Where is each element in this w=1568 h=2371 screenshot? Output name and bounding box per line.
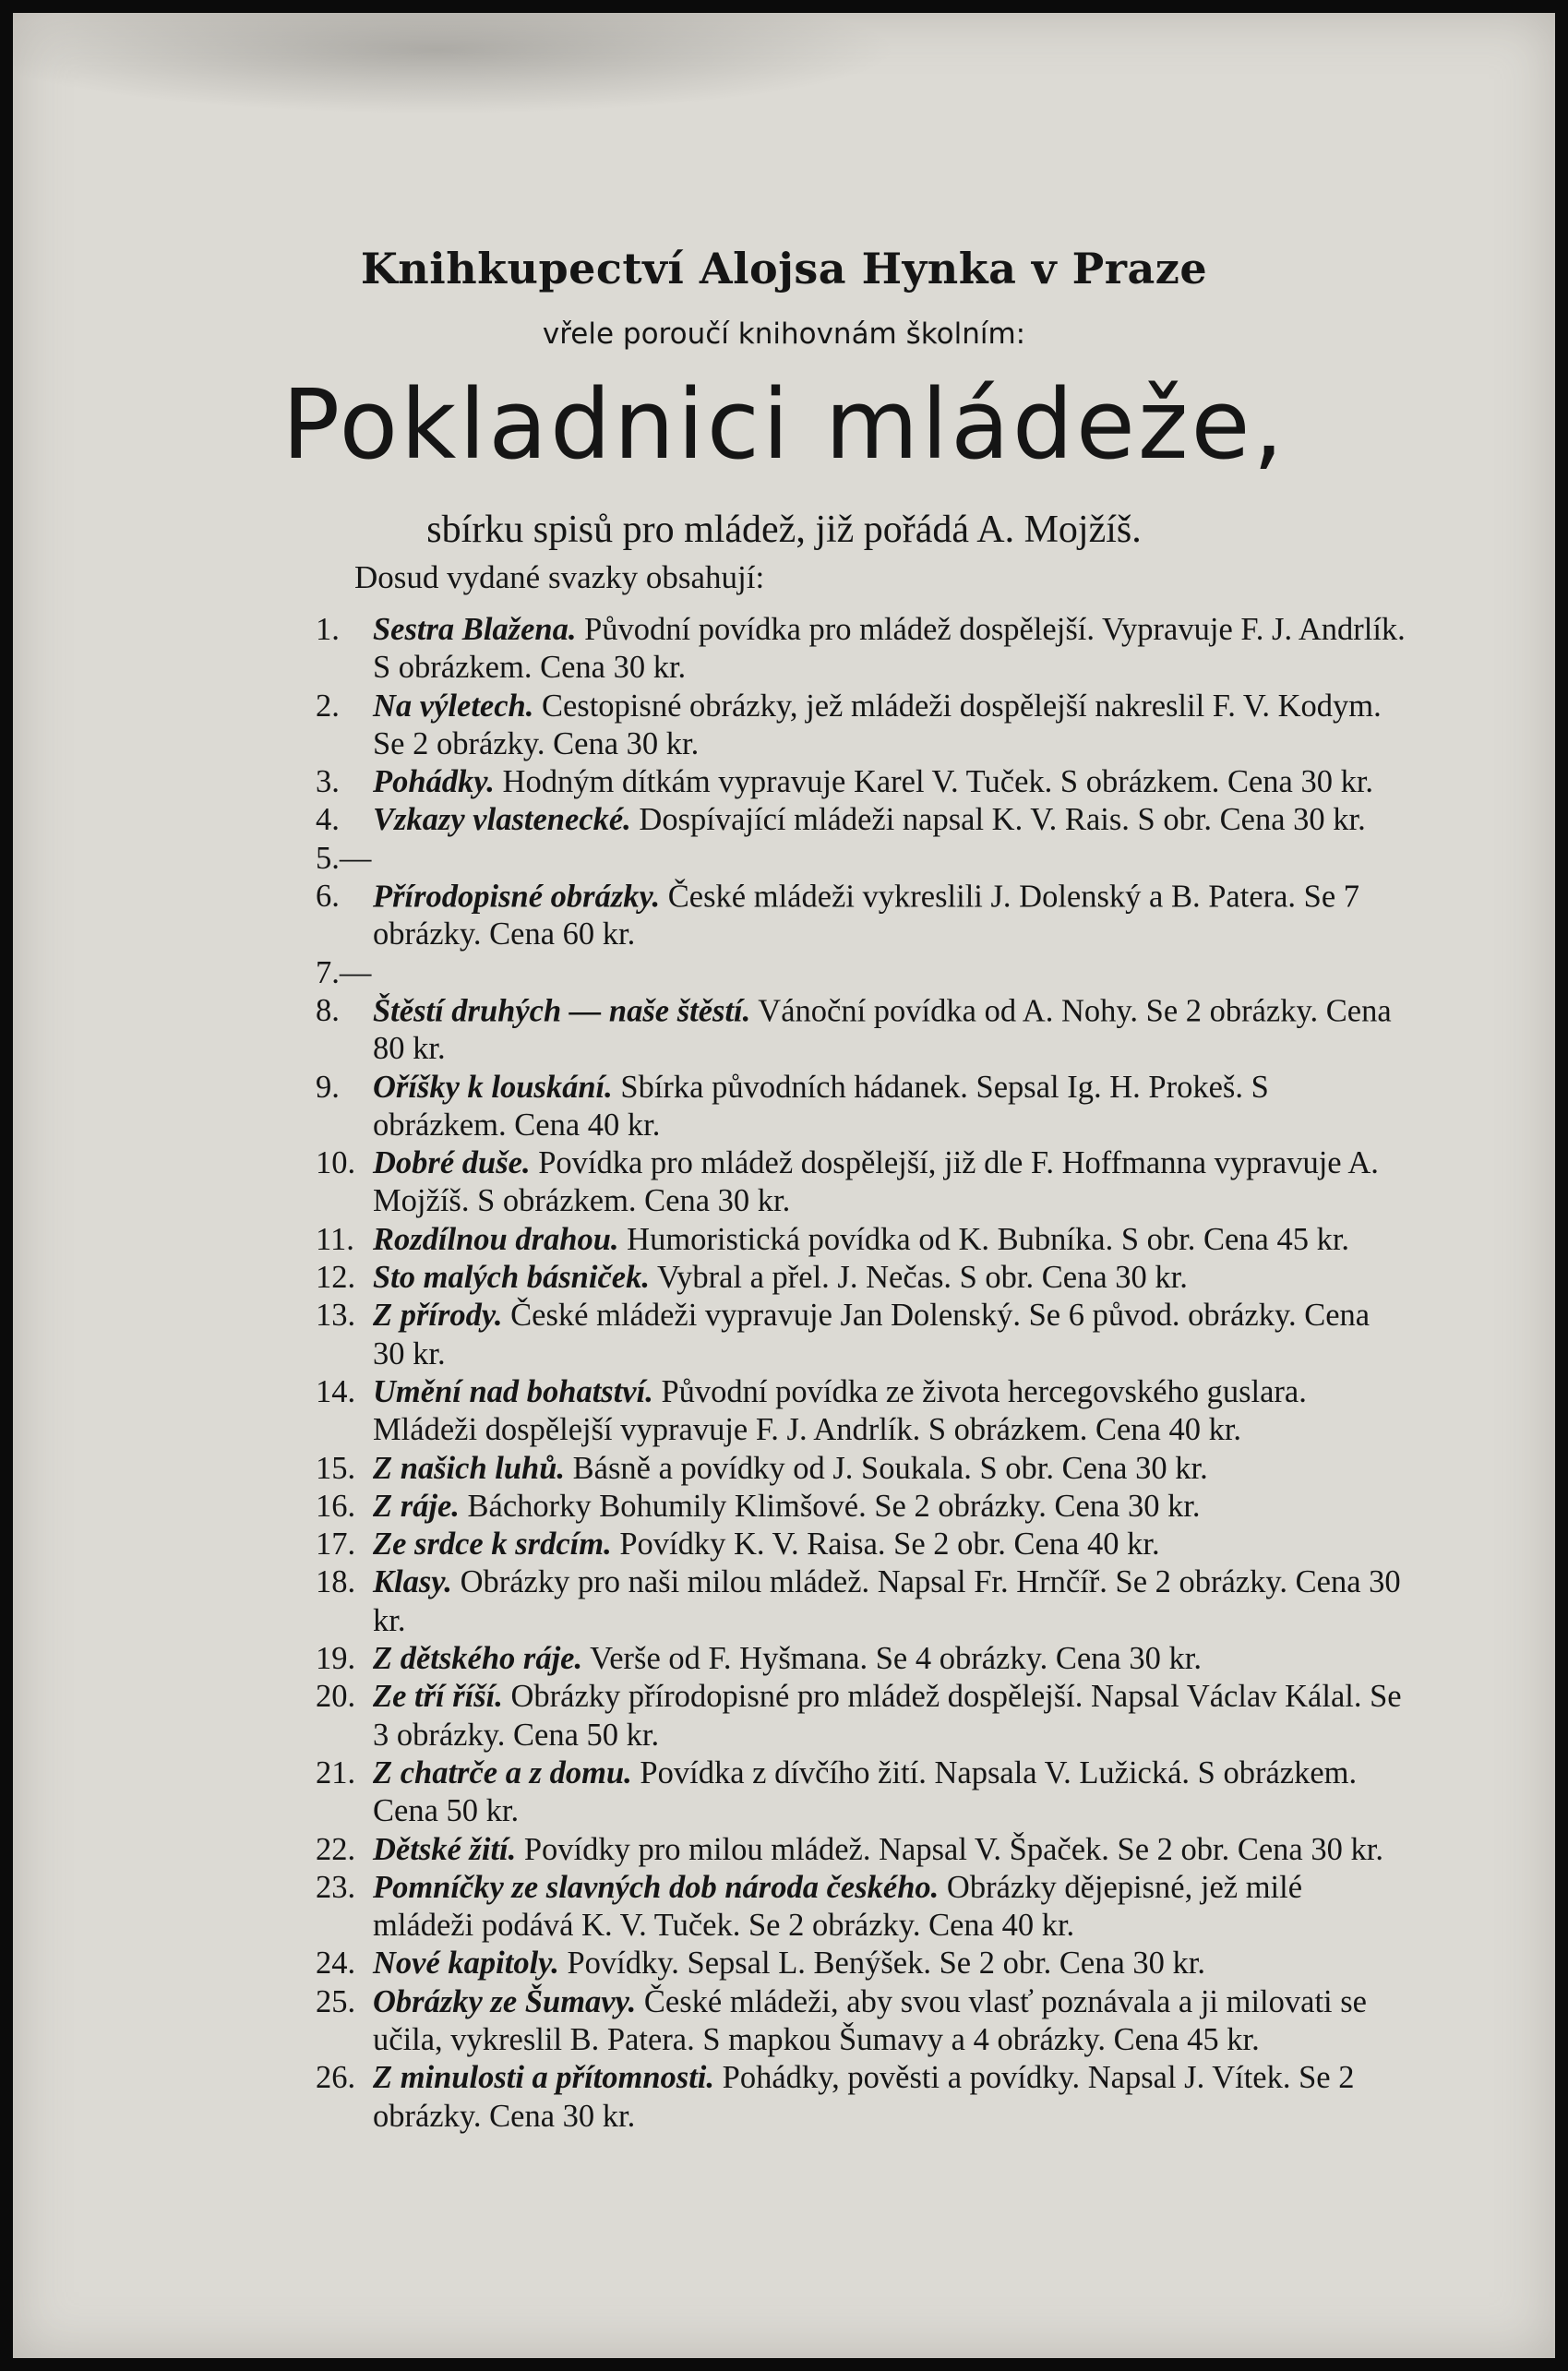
series-title: Pokladnici mládeže, <box>281 368 1287 481</box>
publisher-heading: Knihkupectví Alojsa Hynka v Praze <box>360 244 1208 293</box>
volume-entry <box>253 1945 1406 1982</box>
header <box>13 244 1555 552</box>
volume-title: Obrázky ze Šumavy. <box>373 1983 637 2019</box>
volume-entry <box>253 1144 1406 1221</box>
volume-description: Povídky. Sepsal L. Benýšek. Se 2 obr. Cena 30 kr. <box>567 1946 1206 1982</box>
volume-number: 23. <box>316 1869 356 1905</box>
volume-title: Pohádky. <box>373 764 495 800</box>
volume-description: Vánoční povídka od A. Nohy. Se 2 obrázky. Cena 80 kr. <box>373 992 1392 1067</box>
volume-number: 10. <box>316 1145 356 1181</box>
volume-number: 9. <box>316 1069 340 1105</box>
volume-number: 11. <box>316 1221 354 1257</box>
volume-title: Z chatrče a z domu. <box>373 1754 632 1790</box>
volume-description: Dospívající mládeži napsal K. V. Rais. S obr. Cena 30 kr. <box>639 802 1366 838</box>
volume-description: Obrázky pro naši milou mládež. Napsal Fr. Hrnčíř. Se 2 obrázky. Cena 30 kr. <box>373 1564 1401 1638</box>
volume-title: Nové kapitoly. <box>373 1946 559 1982</box>
volume-description: České mládeži, aby svou vlasť poznávala a ji milovati se učila, vykreslil B. Patera. S mapkou Šumavy a 4 obrázky. Cena 45 kr. <box>373 1983 1367 2057</box>
paper-smudge <box>13 13 899 114</box>
volume-title: Klasy. <box>373 1564 452 1600</box>
volume-number: 14. <box>316 1373 356 1409</box>
volume-title: Ze srdce k srdcím. <box>373 1527 612 1563</box>
volume-entry <box>253 840 1406 954</box>
volume-title: Z minulosti a přítomnosti. <box>373 2060 715 2096</box>
volume-title: Na výletech. <box>373 688 534 724</box>
volume-title: Oříšky k louskání. <box>373 1069 613 1105</box>
volume-description: Obrázky přírodopisné pro mládež dospělejší. Napsal Václav Kálal. Se 3 obrázky. Cena 50 kr. <box>373 1679 1402 1753</box>
volume-title: Sestra Blažena. <box>373 612 577 647</box>
volume-description: Humoristická povídka od K. Bubníka. S obr. Cena 45 kr. <box>627 1221 1350 1257</box>
volumes-heading: Dosud vydané svazky obsahují: <box>354 559 765 595</box>
volume-title: Z dětského ráje. <box>373 1641 583 1677</box>
volume-entry <box>253 1831 1406 1869</box>
volume-number: 25. <box>316 1983 356 2019</box>
volume-description: Hodným dítkám vypravuje Karel V. Tuček. S obrázkem. Cena 30 kr. <box>502 764 1374 800</box>
volume-number: 21. <box>316 1754 356 1790</box>
volume-entry <box>253 1869 1406 1946</box>
volume-title: Dětské žití. <box>373 1831 517 1867</box>
volume-number: 16. <box>316 1488 356 1524</box>
volume-title: Přírodopisné obrázky. <box>373 879 661 915</box>
volume-number: 19. <box>316 1641 356 1677</box>
volume-description: České mládeži vypravuje Jan Dolenský. Se 6 původ. obrázky. Cena 30 kr. <box>373 1298 1371 1371</box>
volume-title: Sto malých básniček. <box>373 1260 650 1296</box>
volume-entry <box>253 1450 1406 1488</box>
volume-entry <box>253 1373 1406 1450</box>
volume-entry <box>253 763 1406 801</box>
volume-description: Cestopisné obrázky, jež mládeži dospělejší nakreslil F. V. Kodym. Se 2 obrázky. Cena 30 kr. <box>373 688 1382 761</box>
volume-entry <box>253 611 1406 688</box>
volume-entry <box>253 801 1406 839</box>
volume-entry <box>253 1754 1406 1831</box>
volume-description: Básně a povídky od J. Soukala. S obr. Cena 30 kr. <box>572 1450 1208 1486</box>
volume-title: Ze tří říší. <box>373 1679 503 1715</box>
volume-description: Verše od F. Hyšmana. Se 4 obrázky. Cena 30 kr. <box>590 1641 1202 1677</box>
volume-description: Povídky pro milou mládež. Napsal V. Špaček. Se 2 obr. Cena 30 kr. <box>523 1831 1383 1867</box>
recommend-line: vřele poroučí knihovnám školním: <box>542 317 1026 351</box>
volume-title: Z přírody. <box>373 1298 503 1334</box>
volume-number: 18. <box>316 1564 356 1600</box>
volume-entry <box>253 1259 1406 1297</box>
volume-number: 1. <box>316 612 340 647</box>
volume-title: Z našich luhů. <box>373 1450 566 1486</box>
volume-list <box>253 611 1406 2136</box>
volume-entry <box>253 1488 1406 1526</box>
volume-number: 26. <box>316 2060 356 2096</box>
volume-description: Obrázky dějepisné, jež milé mládeži podává K. V. Tuček. Se 2 obrázky. Cena 40 kr. <box>373 1869 1303 1944</box>
volume-title: Z ráje. <box>373 1488 460 1524</box>
volume-entry <box>253 1297 1406 1373</box>
volume-entry <box>253 688 1406 764</box>
volume-entry <box>253 1983 1406 2060</box>
volume-number: 5.—6. <box>316 840 372 915</box>
volume-description: Vybral a přel. J. Nečas. S obr. Cena 30 kr. <box>656 1260 1188 1296</box>
volume-title: Vzkazy vlastenecké. <box>373 802 631 838</box>
volume-description: Sbírka původních hádanek. Sepsal Ig. H. Prokeš. S obrázkem. Cena 40 kr. <box>373 1069 1269 1143</box>
volume-number: 7.—8. <box>316 954 372 1028</box>
volume-entry <box>253 2059 1406 2136</box>
volume-title: Umění nad bohatství. <box>373 1373 653 1409</box>
volume-entry <box>253 1526 1406 1563</box>
volume-title: Rozdílnou drahou. <box>373 1221 619 1257</box>
volume-title: Štěstí druhých — naše štěstí. <box>373 992 751 1028</box>
volume-entry <box>253 954 1406 1069</box>
volume-description: Povídky K. V. Raisa. Se 2 obr. Cena 40 kr. <box>619 1527 1160 1563</box>
volume-number: 22. <box>316 1831 356 1867</box>
volume-entry <box>253 1069 1406 1145</box>
volume-number: 3. <box>316 764 340 800</box>
volume-description: Pohádky, pověsti a povídky. Napsal J. Vítek. Se 2 obrázky. Cena 30 kr. <box>373 2060 1355 2134</box>
volume-description: Báchorky Bohumily Klimšové. Se 2 obrázky. Cena 30 kr. <box>467 1488 1201 1524</box>
document-page <box>13 13 1555 2358</box>
volume-number: 15. <box>316 1450 356 1486</box>
volume-number: 2. <box>316 688 340 724</box>
volume-number: 17. <box>316 1527 356 1563</box>
volume-title: Pomníčky ze slavných dob národa českého. <box>373 1869 940 1905</box>
volume-entry <box>253 1640 1406 1678</box>
volume-entry <box>253 1563 1406 1640</box>
volume-title: Dobré duše. <box>373 1145 531 1181</box>
volume-description: Povídka pro mládež dospělejší, již dle F. Hoffmanna vypravuje A. Mojžíš. S obrázkem. Cena 30 kr. <box>373 1145 1379 1219</box>
volume-entry <box>253 1678 1406 1754</box>
volume-number: 20. <box>316 1679 356 1715</box>
volume-number: 12. <box>316 1260 356 1296</box>
volume-description: České mládeži vykreslili J. Dolenský a B. Patera. Se 7 obrázky. Cena 60 kr. <box>373 879 1360 952</box>
volume-number: 13. <box>316 1298 356 1334</box>
volume-number: 4. <box>316 802 340 838</box>
volume-number: 24. <box>316 1946 356 1982</box>
volume-description: Povídka z dívčího žití. Napsala V. Lužická. S obrázkem. Cena 50 kr. <box>373 1754 1358 1829</box>
volume-entry <box>253 1221 1406 1259</box>
volume-description: Původní povídka ze života hercegovského guslara. Mládeži dospělejší vypravuje F. J. Andrlík. S obrázkem. Cena 40 kr. <box>373 1373 1307 1448</box>
volume-description: Původní povídka pro mládež dospělejší. Vypravuje F. J. Andrlík. S obrázkem. Cena 30 kr. <box>373 612 1406 686</box>
series-subtitle: sbírku spisů pro mládež, již pořádá A. Mojžíš. <box>426 509 1142 551</box>
